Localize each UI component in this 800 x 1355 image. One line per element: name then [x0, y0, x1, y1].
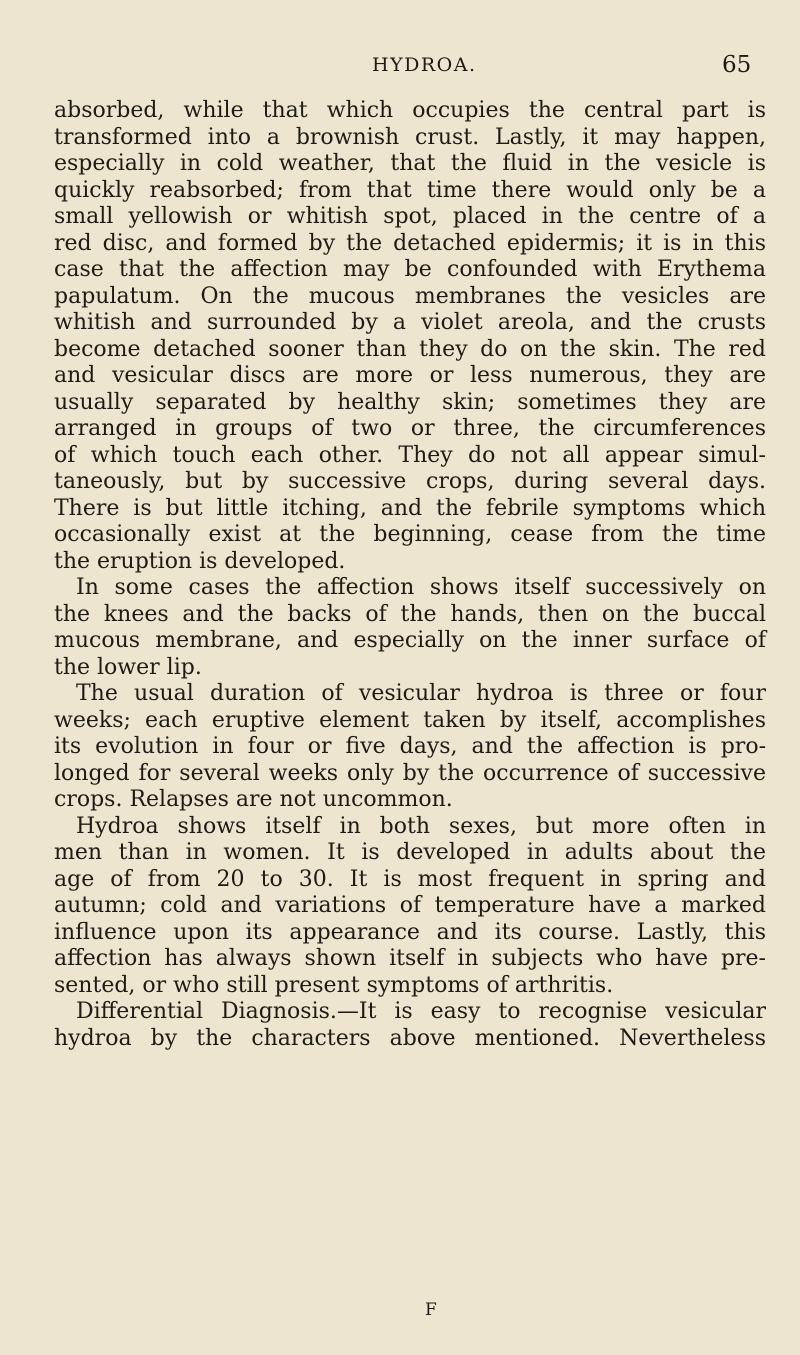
text-line: crops. Relapses are not uncommon. [54, 787, 453, 812]
text-line: of which touch each other. They do not all appear simul- [54, 442, 766, 468]
text-line: men than in women. It is developed in adults about the [54, 840, 766, 865]
text-line: transformed into a brownish crust. Lastly, it may happen, [54, 124, 766, 150]
text-line: taneously, but by successive crops, during several days. [54, 469, 766, 494]
text-line: mucous membrane, and especially on the inner surface of [54, 628, 766, 653]
page-number: 65 [722, 52, 752, 78]
text-line: its evolution in four or five days, and the affection is pro- [54, 734, 766, 759]
text-line: the eruption is developed. [54, 548, 346, 574]
text-line: whitish and surrounded by a violet areola, and the crusts [54, 310, 766, 335]
text-line: arranged in groups of two or three, the circumferences [54, 416, 766, 441]
text-line: hydroa by the characters above mentioned. Nevertheless [54, 1025, 766, 1051]
text-line: The usual duration of vesicular hydroa is three or four [76, 681, 766, 706]
text-line: the lower lip. [54, 654, 202, 680]
text-line: affection has always shown itself in subjects who have pre- [54, 946, 766, 971]
text-line: sented, or who still present symptoms of arthritis. [54, 972, 614, 998]
text-line: small yellowish or whitish spot, placed in the centre of a [54, 204, 766, 229]
body-text [54, 98, 766, 1052]
page-header [0, 52, 800, 88]
text-line: age of from 20 to 30. It is most frequent in spring and [54, 866, 766, 892]
text-line: Hydroa shows itself in both sexes, but more often in [76, 813, 766, 839]
text-line: quickly reabsorbed; from that time there would only be a [54, 177, 766, 203]
text-line: papulatum. On the mucous membranes the vesicles are [54, 283, 766, 309]
text-line: red disc, and formed by the detached epidermis; it is in this [54, 230, 766, 256]
text-line: There is but little itching, and the febrile symptoms which [54, 495, 766, 521]
signature-mark: F [425, 1300, 437, 1320]
text-line: especially in cold weather, that the fluid in the vesicle is [54, 151, 766, 176]
text-line: and vesicular discs are more or less numerous, they are [54, 363, 766, 388]
text-line: usually separated by healthy skin; sometimes they are [54, 389, 766, 415]
text-line: the knees and the backs of the hands, then on the buccal [54, 601, 766, 627]
text-line: case that the affection may be confounded with Erythema [54, 257, 766, 282]
running-title: HYDROA. [372, 54, 477, 76]
text-line: occasionally exist at the beginning, cease from the time [54, 522, 766, 547]
text-line: become detached sooner than they do on the skin. The red [54, 336, 766, 362]
text-line: In some cases the affection shows itself successively on [76, 575, 766, 600]
text-line: Differential Diagnosis.—It is easy to recognise vesicular [76, 999, 766, 1024]
text-line: longed for several weeks only by the occurrence of successive [54, 760, 766, 786]
text-line: autumn; cold and variations of temperature have a marked [54, 893, 766, 918]
text-line: absorbed, while that which occupies the central part is [54, 98, 766, 123]
text-line: influence upon its appearance and its course. Lastly, this [54, 919, 766, 945]
text-line: weeks; each eruptive element taken by itself, accomplishes [54, 707, 766, 733]
